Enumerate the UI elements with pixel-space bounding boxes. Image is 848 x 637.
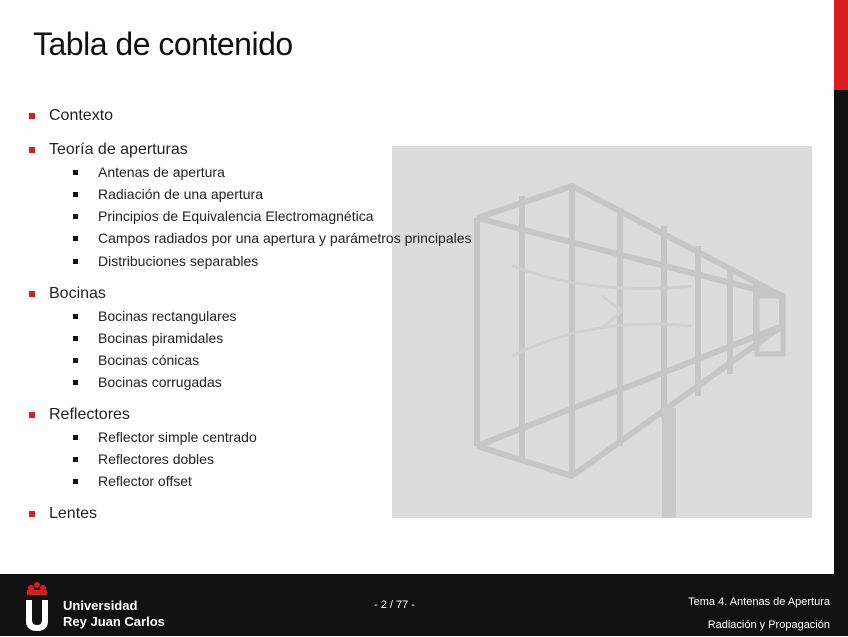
bullet-icon	[73, 336, 78, 341]
bullet-icon	[29, 412, 35, 418]
toc-item[interactable]	[98, 374, 222, 390]
toc-item-label: Radiación de una apertura	[98, 186, 264, 202]
toc-item-label: Bocinas piramidales	[98, 330, 224, 346]
toc-item-label: Reflector offset	[98, 473, 192, 489]
side-bar	[834, 0, 848, 636]
toc-item-label: Reflectores dobles	[98, 451, 214, 467]
toc-item[interactable]	[98, 253, 258, 269]
toc-item[interactable]	[98, 330, 223, 346]
toc-item-label: Bocinas corrugadas	[98, 374, 222, 390]
toc-item[interactable]	[98, 308, 237, 324]
toc-item[interactable]	[98, 429, 257, 445]
toc-item-label: Campos radiados por una apertura y parámetros principales	[98, 230, 472, 246]
university-line2: Rey Juan Carlos	[63, 614, 165, 629]
bullet-icon	[73, 358, 78, 363]
toc-item-label: Bocinas rectangulares	[98, 308, 237, 324]
toc-section-label: Teoría de aperturas	[49, 141, 188, 158]
bullet-icon	[73, 192, 78, 197]
toc-item[interactable]	[98, 230, 472, 246]
toc-section[interactable]	[49, 285, 106, 303]
bullet-icon	[73, 236, 78, 241]
toc-section[interactable]	[49, 406, 130, 424]
toc-section-label: Lentes	[49, 505, 98, 522]
side-bar-accent	[834, 0, 848, 90]
course-label: Radiación y Propagación	[707, 619, 830, 631]
bullet-icon	[73, 170, 78, 175]
bullet-icon	[73, 259, 78, 264]
toc-section[interactable]	[49, 141, 188, 159]
toc-section[interactable]	[49, 107, 113, 125]
toc-item[interactable]	[98, 451, 214, 467]
page-number: - 2 / 77 -	[374, 599, 415, 611]
bullet-icon	[73, 457, 78, 462]
urjc-logo-icon	[22, 580, 52, 632]
topic-label: Tema 4. Antenas de Apertura	[688, 596, 830, 608]
slide-title: Tabla de contenido	[33, 26, 293, 62]
toc-section-label: Contexto	[49, 107, 114, 124]
bullet-icon	[29, 511, 35, 517]
bullet-icon	[73, 314, 78, 319]
footer-info	[688, 591, 830, 637]
toc-section[interactable]	[49, 505, 97, 523]
bullet-icon	[73, 380, 78, 385]
footer	[0, 574, 848, 636]
toc-section-label: Reflectores	[49, 406, 130, 423]
toc-section-label: Bocinas	[49, 285, 106, 302]
toc-item[interactable]	[98, 186, 263, 202]
toc-item-label: Bocinas cónicas	[98, 352, 200, 368]
bullet-icon	[29, 113, 35, 119]
bullet-icon	[29, 291, 35, 297]
bullet-icon	[73, 435, 78, 440]
toc-item-label: Antenas de apertura	[98, 164, 225, 180]
toc-item-label: Principios de Equivalencia Electromagnética	[98, 208, 374, 224]
bullet-icon	[73, 214, 78, 219]
bullet-icon	[29, 147, 35, 153]
toc-item[interactable]	[98, 164, 225, 180]
toc-item-label: Reflector simple centrado	[98, 429, 257, 445]
toc-item-label: Distribuciones separables	[98, 253, 259, 269]
university-name	[63, 598, 165, 630]
university-line1: Universidad	[63, 598, 138, 613]
bullet-icon	[73, 479, 78, 484]
toc-item[interactable]	[98, 208, 373, 224]
toc-item[interactable]	[98, 352, 199, 368]
toc-item[interactable]	[98, 473, 192, 489]
